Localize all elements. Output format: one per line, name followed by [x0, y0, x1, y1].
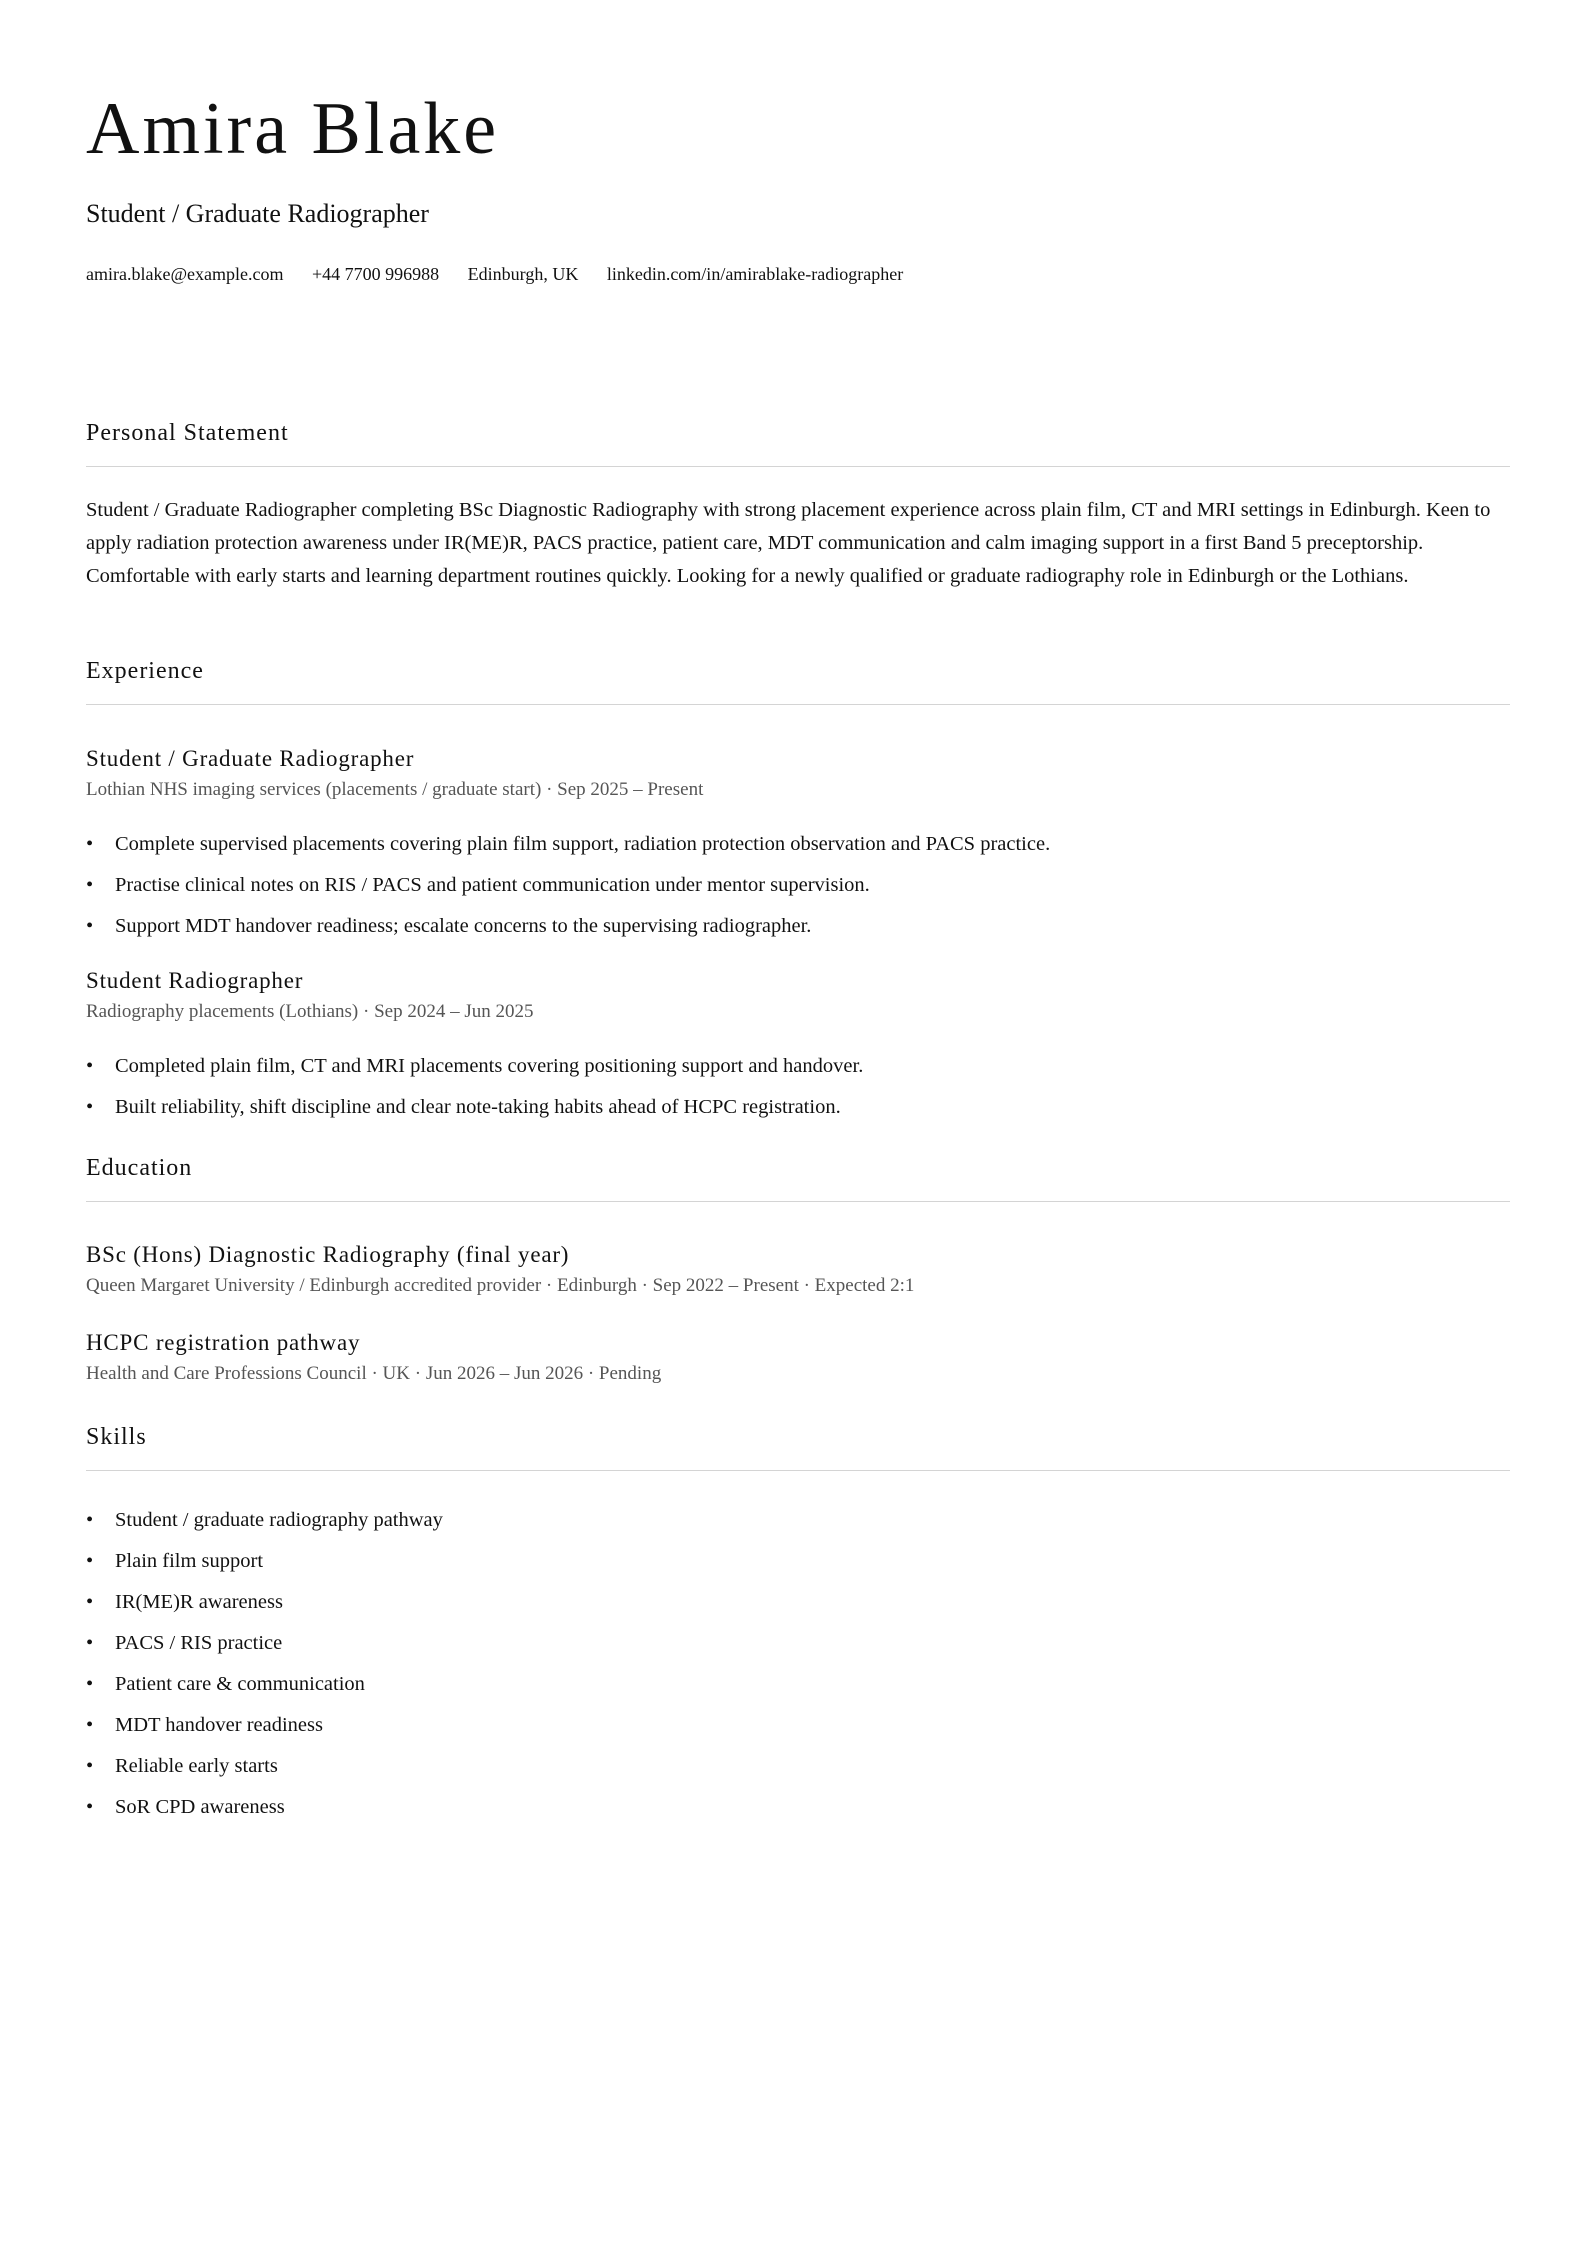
candidate-name: Amira Blake: [86, 88, 500, 170]
section-title-education: Education: [86, 1155, 193, 1181]
skill-item: • PACS / RIS practice: [86, 1623, 1510, 1664]
experience-bullet: • Practise clinical notes on RIS / PACS and patient communication under mentor supervision.: [86, 865, 1510, 906]
contact-line: [86, 262, 927, 286]
education-entry-title: HCPC registration pathway: [86, 1330, 361, 1355]
skill-item: • Student / graduate radiography pathway: [86, 1500, 1510, 1541]
experience-entry-meta: Radiography placements (Lothians) · Sep 2024 – Jun 2025: [86, 1001, 534, 1022]
section-title-personal-statement: Personal Statement: [86, 420, 289, 446]
experience-entry-meta: Lothian NHS imaging services (placements / graduate start) · Sep 2025 – Present: [86, 779, 704, 800]
experience-bullet: • Support MDT handover readiness; escalate concerns to the supervising radiographer.: [86, 906, 1510, 947]
contact-linkedin[interactable]: linkedin.com/in/amirablake-radiographer: [606, 264, 904, 284]
contact-location: Edinburgh, UK: [467, 264, 579, 284]
skill-item: • Plain film support: [86, 1541, 1510, 1582]
experience-bullet: • Complete supervised placements covering plain film support, radiation protection observation and PACS practice.: [86, 824, 1510, 865]
experience-bullet: • Built reliability, shift discipline and clear note-taking habits ahead of HCPC registration.: [86, 1087, 1510, 1128]
skill-item: • MDT handover readiness: [86, 1705, 1510, 1746]
personal-statement-text: Student / Graduate Radiographer completing BSc Diagnostic Radiography with strong placement experience across plain film, CT and MRI settings in Edinburgh. Keen to apply radiation protection awareness under IR(ME)R, PACS practice, patient care, MDT communication and calm imaging support in a first Band 5 preceptorship. Comfortable with early starts and learning department routines quickly. Looking for a newly qualified or graduate radiography role in Edinburgh or the Lothians.: [86, 499, 1491, 587]
experience-bullet-list: [86, 1046, 1510, 1128]
skill-item: • Patient care & communication: [86, 1664, 1510, 1705]
education-entry-meta: Health and Care Professions Council · UK · Jun 2026 – Jun 2026 · Pending: [86, 1363, 662, 1384]
candidate-headline: Student / Graduate Radiographer: [86, 199, 429, 228]
experience-bullet: • Completed plain film, CT and MRI placements covering positioning support and handover.: [86, 1046, 1510, 1087]
experience-bullet-list: [86, 824, 1510, 947]
section-divider: [86, 466, 1510, 467]
skills-list: [86, 1500, 1510, 1828]
section-divider: [86, 1470, 1510, 1471]
contact-email[interactable]: amira.blake@example.com: [86, 264, 284, 284]
skill-item: • SoR CPD awareness: [86, 1787, 1510, 1828]
experience-entry-title: Student / Graduate Radiographer: [86, 746, 415, 771]
skill-item: • Reliable early starts: [86, 1746, 1510, 1787]
section-title-experience: Experience: [86, 658, 204, 684]
section-title-skills: Skills: [86, 1424, 147, 1450]
contact-phone[interactable]: +44 7700 996988: [312, 264, 440, 284]
education-entry-meta: Queen Margaret University / Edinburgh accredited provider · Edinburgh · Sep 2022 – Present · Expected 2:1: [86, 1275, 915, 1296]
section-divider: [86, 1201, 1510, 1202]
education-entry-title: BSc (Hons) Diagnostic Radiography (final year): [86, 1242, 570, 1267]
experience-entry-title: Student Radiographer: [86, 968, 304, 993]
skill-item: • IR(ME)R awareness: [86, 1582, 1510, 1623]
section-divider: [86, 704, 1510, 705]
